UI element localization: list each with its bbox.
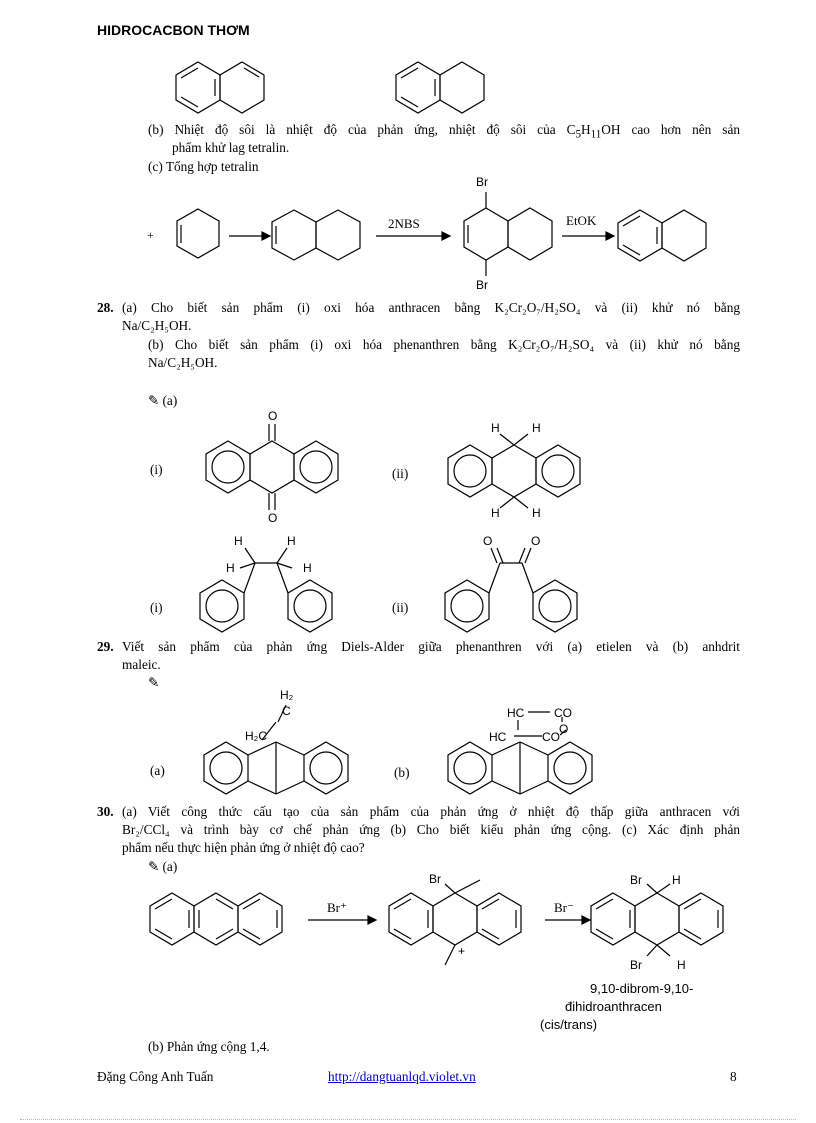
diels-alder-maleic-adduct	[448, 712, 592, 794]
arrow-3	[562, 232, 614, 240]
atom-hc-top: HC	[507, 706, 525, 720]
footer-page-number: 8	[730, 1069, 737, 1084]
reagent-nbs: 2NBS	[388, 216, 420, 231]
q27-b-line1: (b) Nhiệt độ sôi là nhiệt độ của phản ứng, nhiệt độ sôi của $C_5H_{11}OH$ cao hơn nên sản	[148, 122, 740, 141]
br-top-label: Br	[476, 175, 488, 189]
reagent-etok: EtOK	[566, 213, 597, 228]
atom-h-2: H	[532, 421, 541, 435]
pen-icon: ✎	[148, 393, 160, 408]
q28-b-line2: Na/C₂H₅OH.	[148, 355, 218, 370]
reagent-br-plus: Br⁺	[327, 900, 347, 915]
atom-o-bottom: O	[268, 511, 278, 525]
q28-label-i-2: (i)	[150, 600, 163, 615]
q28-label-ii-2: (ii)	[392, 600, 409, 615]
q27-c-line: (c) Tổng hợp tetralin	[148, 159, 259, 174]
butadiene-plus-cyclohexene	[177, 209, 219, 258]
q29-line2: maleic.	[122, 657, 161, 672]
br-bottom-label: Br	[476, 278, 488, 292]
phenanthrenequinone-structure	[445, 548, 577, 632]
tetralin-product	[618, 210, 706, 261]
q29-label-a: (a)	[150, 763, 165, 778]
arrow-br-plus	[308, 916, 376, 924]
q28-a-line1: (a) Cho biết sản phẩm (i) oxi hóa anthracen bằng K₂Cr₂O₇/H₂SO₄ và (ii) khử nó bằng	[122, 300, 740, 315]
atom-h2: H₂	[280, 688, 294, 702]
atom-o-left: O	[483, 534, 493, 548]
atom-br-cation: Br	[429, 872, 441, 886]
q28-a-line2: Na/C₂H₅OH.	[122, 318, 192, 333]
atom-h-4: H	[532, 506, 541, 520]
q29-number: 29.	[97, 639, 114, 654]
dibromo-structure	[464, 192, 552, 276]
dihydroanthracene-structure	[448, 434, 580, 508]
q28-b-line1: (b) Cho biết sản phẩm (i) oxi hóa phenanthren bằng K₂Cr₂O₇/H₂SO₄ và (ii) khử nó bằng	[148, 337, 740, 352]
atom-h-1: H	[491, 421, 500, 435]
carbocation-structure	[389, 880, 521, 965]
pen-icon: ✎	[148, 859, 160, 874]
plus-sign: +	[147, 228, 154, 242]
footer-author: Đặng Công Anh Tuấn	[97, 1069, 214, 1084]
atom-h-8: H	[303, 561, 312, 575]
product-name-line1: 9,10-dibrom-9,10-	[590, 981, 694, 996]
atom-c: C	[282, 704, 291, 718]
page-bottom-divider	[20, 1119, 796, 1120]
atom-br-product-top: Br	[630, 873, 642, 887]
footer-url-link[interactable]: http://dangtuanlqd.violet.vn	[328, 1069, 476, 1084]
atom-o-ring: O	[559, 722, 569, 736]
q29-line1: Viết sản phẩm của phản ứng Diels-Alder giữa phenanthren với (a) etielen và (b) anhdrit	[122, 639, 740, 654]
q28-label-ii-1: (ii)	[392, 466, 409, 481]
anthracene-structure	[150, 893, 282, 945]
atom-h2c: H₂C	[245, 729, 267, 743]
atom-co-bottom: CO	[542, 730, 560, 744]
dibromodihydroanthracene-structure	[591, 884, 723, 956]
atom-h-5: H	[234, 534, 243, 548]
q30-line3: phẩm nếu thực hiện phản ứng ở nhiệt độ cao?	[122, 840, 365, 855]
q29-label-b: (b)	[394, 765, 410, 780]
anthraquinone-structure	[206, 424, 338, 510]
atom-br-product-bottom: Br	[630, 958, 642, 972]
product-name-line2: đihidroanthracen	[565, 999, 662, 1014]
atom-o-top: O	[268, 409, 278, 423]
diels-alder-ethylene-adduct	[204, 705, 348, 794]
q30-number: 30.	[97, 804, 114, 819]
reagent-br-minus: Br⁻	[554, 900, 574, 915]
product-name-line3: (cis/trans)	[540, 1017, 598, 1032]
arrow-br-minus	[545, 916, 590, 924]
atom-o-right: O	[531, 534, 541, 548]
q28-label-i-1: (i)	[150, 462, 163, 477]
atom-hc-bottom: HC	[489, 730, 507, 744]
q28-answer: ✎ (a)	[148, 393, 178, 408]
pen-icon: ✎	[148, 675, 160, 690]
arrow-2	[376, 232, 450, 240]
page-header-title: HIDROCACBON THƠM	[97, 22, 250, 38]
q30-b-answer: (b) Phản ứng cộng 1,4.	[148, 1039, 270, 1054]
plus-charge: +	[458, 944, 466, 958]
atom-co-top: CO	[554, 706, 572, 720]
tetralin-structure	[396, 62, 484, 113]
q30-line1: (a) Viết công thức cấu tạo của sản phẩm của phản ứng ở nhiệt độ thấp giữa anthracen với	[122, 804, 740, 819]
q30-answer: ✎ (a)	[148, 859, 178, 874]
atom-h-6: H	[287, 534, 296, 548]
atom-h-product-top: H	[672, 873, 681, 887]
arrow-1	[229, 232, 270, 240]
dihydronaphthalene-structure	[176, 62, 264, 113]
dihydrophenanthrene-structure	[200, 548, 332, 632]
q28-number: 28.	[97, 300, 114, 315]
q30-line2: Br₂/CCl₄ và trình bày cơ chế phản ứng (b) Cho biết kiểu phản ứng cộng. (c) Xác định phản	[122, 822, 740, 837]
atom-h-product-bottom: H	[677, 958, 686, 972]
atom-h-7: H	[226, 561, 235, 575]
q27-b-line2: phẩm khử lag tetralin.	[172, 140, 290, 155]
atom-h-3: H	[491, 506, 500, 520]
hexahydronaphthalene-structure	[272, 210, 360, 260]
